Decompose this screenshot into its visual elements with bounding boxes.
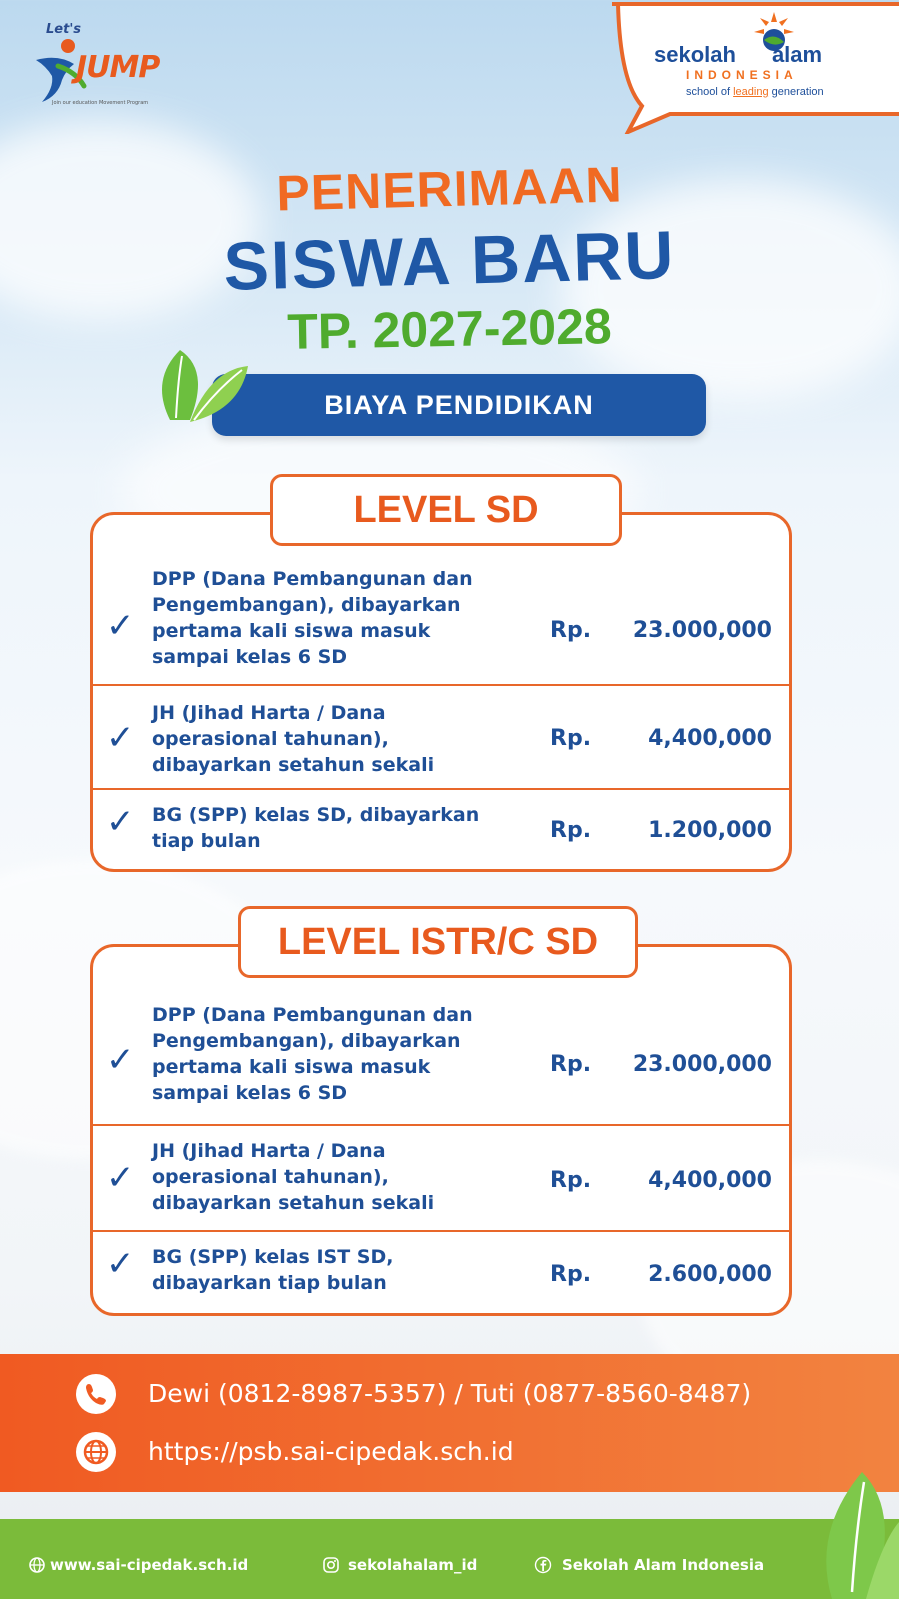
- sai-tag-lead: leading: [733, 86, 769, 98]
- row-divider: [92, 788, 792, 790]
- desc-line: dibayarkan setahun sekali: [152, 1192, 435, 1214]
- section-title-istr: LEVEL ISTR/C SD: [238, 906, 638, 978]
- desc-line: DPP (Dana Pembangunan dan: [152, 568, 473, 590]
- desc-line: DPP (Dana Pembangunan dan: [152, 1004, 473, 1026]
- desc-line: tiap bulan: [152, 830, 261, 852]
- desc-line: pertama kali siswa masuk: [152, 620, 431, 642]
- fee-description: [152, 1138, 434, 1216]
- fee-amount: 23.000,000: [632, 1052, 772, 1077]
- phone-icon[interactable]: [76, 1374, 116, 1414]
- jump-logo: [28, 20, 160, 112]
- fee-amount: 23.000,000: [632, 618, 772, 643]
- title-line-2: SISWA BARU: [222, 217, 677, 305]
- globe-icon[interactable]: [76, 1432, 116, 1472]
- desc-line: JH (Jihad Harta / Dana: [152, 702, 386, 724]
- sai-tagline: [686, 86, 824, 98]
- fee-row: [92, 1138, 790, 1218]
- fee-row: [92, 802, 790, 858]
- fee-amount: 4,400,000: [648, 726, 772, 751]
- fee-row: [92, 1244, 790, 1300]
- desc-line: pertama kali siswa masuk: [152, 1056, 431, 1078]
- desc-line: JH (Jihad Harta / Dana: [152, 1140, 386, 1162]
- fee-description: [152, 566, 473, 670]
- fee-row: [92, 1002, 790, 1116]
- fee-row: [92, 566, 790, 680]
- jump-lets-text: Let's: [46, 22, 82, 37]
- fee-description: [152, 700, 434, 778]
- web-icon: [28, 1556, 46, 1574]
- fee-description: [152, 802, 479, 854]
- row-divider: [92, 684, 792, 686]
- fee-amount: 4,400,000: [648, 1168, 772, 1193]
- phone-icon-glyph: [76, 1374, 116, 1414]
- currency: Rp.: [550, 1168, 592, 1193]
- fee-description: [152, 1002, 473, 1106]
- desc-line: sampai kelas 6 SD: [152, 1082, 348, 1104]
- desc-line: dibayarkan setahun sekali: [152, 754, 435, 776]
- currency: Rp.: [550, 1052, 592, 1077]
- desc-line: BG (SPP) kelas IST SD,: [152, 1246, 394, 1268]
- fee-row: [92, 700, 790, 780]
- currency: Rp.: [550, 618, 592, 643]
- footer-website[interactable]: www.sai-cipedak.sch.id: [50, 1556, 249, 1574]
- title-line-1: PENERIMAAN: [275, 156, 624, 222]
- row-divider: [92, 1230, 792, 1232]
- globe-icon-glyph: [76, 1432, 116, 1472]
- facebook-icon: [534, 1556, 552, 1574]
- contact-phone[interactable]: Dewi (0812-8987-5357) / Tuti (0877-8560-8487): [148, 1379, 752, 1408]
- currency: Rp.: [550, 818, 592, 843]
- check-icon: ✓: [106, 1040, 135, 1080]
- fee-amount: 1.200,000: [648, 818, 772, 843]
- desc-line: Pengembangan), dibayarkan: [152, 1030, 461, 1052]
- title-line-3: TP. 2027-2028: [286, 298, 613, 360]
- banner-title: BIAYA PENDIDIKAN: [324, 390, 594, 420]
- fee-description: [152, 1244, 393, 1296]
- check-icon: ✓: [106, 1158, 135, 1198]
- desc-line: sampai kelas 6 SD: [152, 646, 348, 668]
- check-icon: ✓: [106, 606, 135, 646]
- sai-logo-name: [654, 42, 822, 68]
- jump-word: JUMP: [76, 50, 160, 85]
- contact-band: [0, 1354, 899, 1492]
- check-icon: ✓: [106, 802, 135, 842]
- check-icon: ✓: [106, 718, 135, 758]
- instagram-icon: [322, 1556, 340, 1574]
- jump-tagline: Join our education Movement Program: [52, 100, 149, 106]
- fee-amount: 2.600,000: [648, 1262, 772, 1287]
- currency: Rp.: [550, 726, 592, 751]
- sai-tag-a: school of: [686, 86, 734, 98]
- currency: Rp.: [550, 1262, 592, 1287]
- desc-line: Pengembangan), dibayarkan: [152, 594, 461, 616]
- section-title-sd: LEVEL SD: [270, 474, 622, 546]
- desc-line: operasional tahunan),: [152, 1166, 389, 1188]
- leaf-corner-icon: [812, 1452, 899, 1599]
- sai-country: INDONESIA: [686, 68, 798, 82]
- row-divider: [92, 1124, 792, 1126]
- desc-line: dibayarkan tiap bulan: [152, 1272, 387, 1294]
- contact-url[interactable]: https://psb.sai-cipedak.sch.id: [148, 1437, 514, 1466]
- sai-tag-b: generation: [768, 86, 824, 98]
- desc-line: operasional tahunan),: [152, 728, 389, 750]
- desc-line: BG (SPP) kelas SD, dibayarkan: [152, 804, 480, 826]
- footer-instagram[interactable]: sekolahalam_id: [348, 1556, 478, 1574]
- check-icon: ✓: [106, 1244, 135, 1284]
- footer-facebook[interactable]: Sekolah Alam Indonesia: [562, 1556, 765, 1574]
- sai-name-b: alam: [771, 42, 823, 67]
- sai-name-a: sekolah: [654, 42, 736, 67]
